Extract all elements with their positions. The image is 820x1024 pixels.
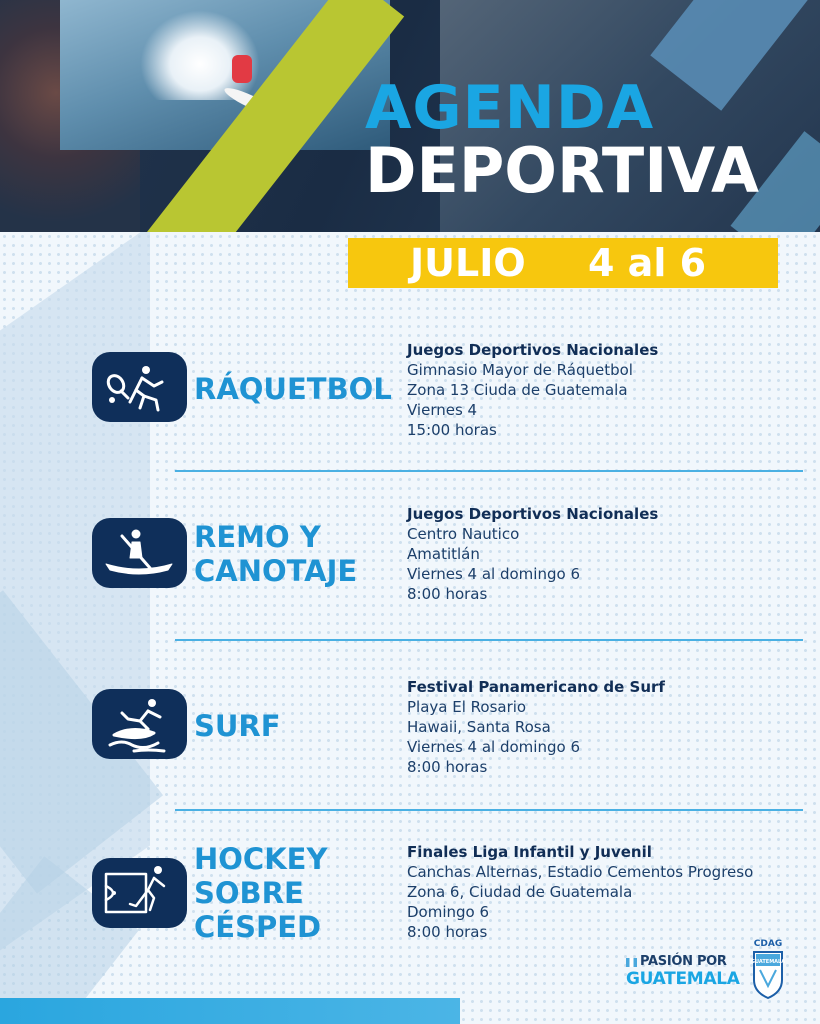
sport-name-line: CÉSPED: [194, 910, 322, 944]
event-date: Domingo 6: [407, 903, 490, 921]
racquetball-icon: [92, 352, 187, 422]
pasion-por-guatemala-logo: [626, 954, 746, 994]
sport-name-line: REMO Y: [194, 520, 321, 554]
event-venue: Canchas Alternas, Estadio Cementos Progreso: [407, 863, 754, 881]
canoe-badge: [92, 518, 187, 588]
event-title: Juegos Deportivos Nacionales: [407, 341, 659, 359]
event-details: [407, 504, 658, 604]
event-venue: Centro Nautico: [407, 525, 520, 543]
event-details: [407, 340, 658, 440]
divider: [175, 470, 803, 472]
brand-line-bottom: GUATEMALA: [626, 969, 740, 989]
event-time: 8:00 horas: [407, 758, 488, 776]
event-time: 8:00 horas: [407, 923, 488, 941]
bottom-accent-bar: [0, 998, 460, 1024]
cdag-shield-logo: [748, 936, 788, 1000]
page-title-line-2: DEPORTIVA: [365, 134, 760, 207]
shield-band-text: GUATEMALA: [750, 959, 786, 965]
field-hockey-badge: [92, 858, 187, 928]
surf-icon: [92, 689, 187, 759]
event-venue: Playa El Rosario: [407, 698, 527, 716]
canoe-icon: [92, 518, 187, 588]
sport-name-line: SURF: [194, 709, 281, 743]
flag-icon: [626, 958, 637, 967]
event-date: Viernes 4 al domingo 6: [407, 738, 580, 756]
sport-name-line: CANOTAJE: [194, 554, 358, 588]
page-title-line-1: AGENDA: [365, 73, 655, 143]
field-hockey-icon: [92, 858, 187, 928]
event-location: Zona 13 Ciuda de Guatemala: [407, 381, 628, 399]
sport-name: [194, 520, 357, 588]
surf-badge: [92, 689, 187, 759]
event-details: [407, 842, 753, 942]
racquetball-badge: [92, 352, 187, 422]
sport-name-line: RÁQUETBOL: [194, 372, 392, 406]
header-banner: [0, 0, 820, 232]
date-banner: [348, 238, 778, 288]
event-date: Viernes 4: [407, 401, 478, 419]
event-location: Zona 6, Ciudad de Guatemala: [407, 883, 633, 901]
sport-name-line: SOBRE: [194, 876, 304, 910]
event-location: Hawaii, Santa Rosa: [407, 718, 551, 736]
sport-name-line: HOCKEY: [194, 842, 328, 876]
divider: [175, 639, 803, 641]
sport-name: [194, 842, 328, 944]
surfer-figure: [232, 55, 252, 83]
event-title: Juegos Deportivos Nacionales: [407, 505, 659, 523]
event-time: 15:00 horas: [407, 421, 497, 439]
event-time: 8:00 horas: [407, 585, 488, 603]
event-date: Viernes 4 al domingo 6: [407, 565, 580, 583]
sport-name: [194, 372, 392, 406]
shield-top-text: CDAG: [753, 939, 783, 949]
event-title: Festival Panamericano de Surf: [407, 678, 665, 696]
event-location: Amatitlán: [407, 545, 480, 563]
event-title: Finales Liga Infantil y Juvenil: [407, 843, 652, 861]
event-details: [407, 677, 665, 777]
brand-line-top: PASIÓN POR: [640, 954, 727, 969]
date-range: 4 al 6: [588, 241, 707, 285]
date-month: JULIO: [410, 241, 526, 285]
event-venue: Gimnasio Mayor de Ráquetbol: [407, 361, 633, 379]
divider: [175, 809, 803, 811]
sport-name: [194, 709, 281, 743]
